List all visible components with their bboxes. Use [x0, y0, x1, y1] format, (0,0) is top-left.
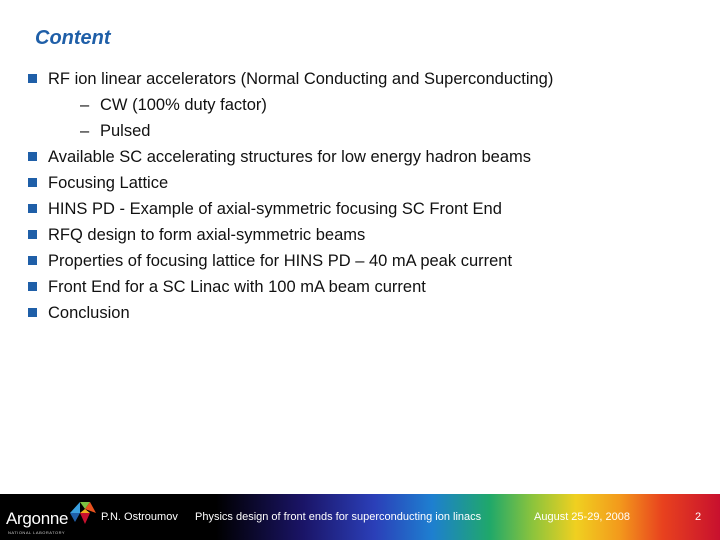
- bullet-text: Front End for a SC Linac with 100 mA beam current: [48, 278, 426, 296]
- bullet-item: [28, 196, 553, 222]
- page-number: 2: [695, 511, 702, 523]
- footer-talk-title: Physics design of front ends for superconducting ion linacs: [195, 511, 482, 523]
- bullet-text: Available SC accelerating structures for low energy hadron beams: [48, 148, 532, 166]
- footer-author: P.N. Ostroumov: [101, 511, 178, 523]
- square-bullet-icon: [28, 256, 37, 265]
- bullet-item: [28, 170, 553, 196]
- content-list: [28, 66, 553, 326]
- bullet-text: RFQ design to form axial-symmetric beams: [48, 226, 366, 244]
- bullet-item: [28, 274, 553, 300]
- square-bullet-icon: [28, 282, 37, 291]
- argonne-triangle-logo-icon: [68, 500, 98, 526]
- square-bullet-icon: [28, 152, 37, 161]
- bullet-item: [28, 300, 553, 326]
- square-bullet-icon: [28, 178, 37, 187]
- slide-title: Content: [35, 27, 111, 49]
- bullet-item: [28, 144, 553, 170]
- square-bullet-icon: [28, 230, 37, 239]
- square-bullet-icon: [28, 308, 37, 317]
- sub-bullet-item: [28, 118, 553, 144]
- bullet-text: HINS PD - Example of axial-symmetric focusing SC Front End: [48, 200, 502, 218]
- bullet-text: RF ion linear accelerators (Normal Conducting and Superconducting): [48, 70, 554, 88]
- dash-marker: –: [80, 96, 90, 114]
- bullet-text: Focusing Lattice: [48, 174, 169, 192]
- logo-text: Argonne: [6, 509, 69, 528]
- bullet-item: [28, 222, 553, 248]
- square-bullet-icon: [28, 204, 37, 213]
- argonne-logo: [4, 500, 98, 538]
- bullet-item: [28, 66, 553, 92]
- bullet-text: Properties of focusing lattice for HINS PD – 40 mA peak current: [48, 252, 513, 270]
- footer-date: August 25-29, 2008: [534, 511, 631, 523]
- sub-bullet-text: CW (100% duty factor): [100, 96, 267, 114]
- square-bullet-icon: [28, 74, 37, 83]
- sub-bullet-item: [28, 92, 553, 118]
- sub-bullet-text: Pulsed: [100, 122, 151, 140]
- logo-subtext: NATIONAL LABORATORY: [8, 530, 66, 535]
- dash-marker: –: [80, 122, 90, 140]
- bullet-text: Conclusion: [48, 304, 130, 322]
- bullet-item: [28, 248, 553, 274]
